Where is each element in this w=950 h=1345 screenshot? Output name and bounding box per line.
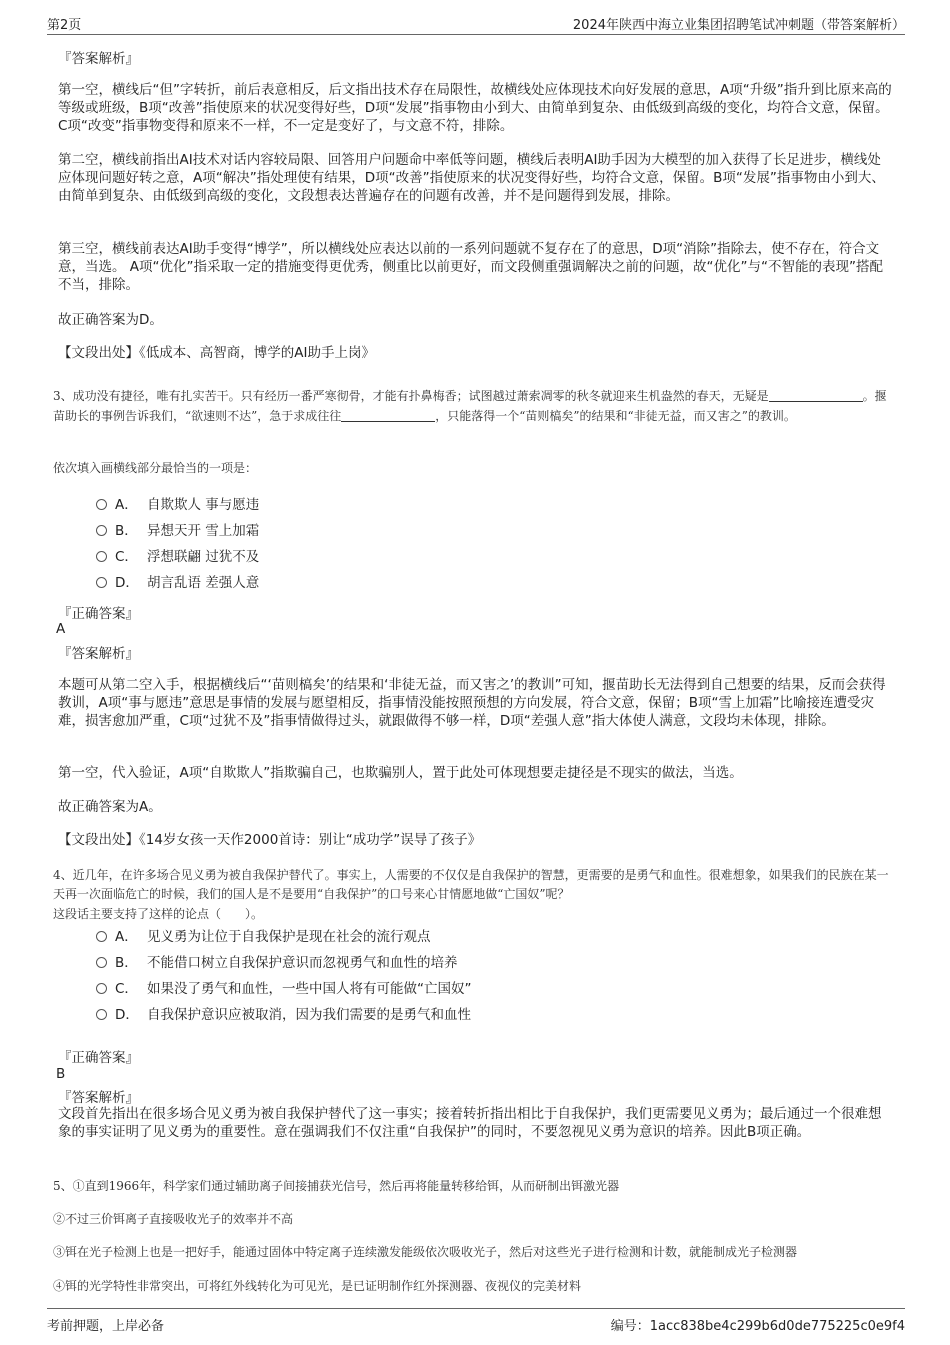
footer-slogan: 考前押题，上岸必备 (47, 1319, 165, 1334)
document-title: 2024年陕西中海立业集团招聘笔试冲刺题（带答案解析） (572, 18, 905, 33)
correct-answer-label: 『正确答案』 (58, 606, 139, 622)
blank-2 (341, 409, 435, 422)
radio-icon[interactable] (96, 983, 107, 994)
question-4-option-c[interactable]: C． 如果没了勇气和血性，一些中国人将有可能做“亡国奴” (96, 979, 472, 999)
radio-icon[interactable] (96, 551, 107, 562)
correct-answer-label: 『正确答案』 (58, 1050, 139, 1066)
question-3-source: 【文段出处】《14岁女孩一天作2000首诗：别让“成功学”误导了孩子》 (58, 832, 482, 848)
page-number: 第2页 (47, 18, 82, 33)
radio-icon[interactable] (96, 957, 107, 968)
analysis-paragraph-3: 第三空，横线前表达AI助手变得“博学”，所以横线处应表达以前的一系列问题就不复存在了的意思，D项“消除”指除去，使不存在，符合文意，当选。 A项“优化”指采取一定的措施变得更优秀，侧重比以前更好，而文段侧重强调解决之前的问题，故“优化”与“不智能的表现”搭配不当，排除。 (58, 241, 883, 293)
question-4-option-b[interactable]: B． 不能借口树立自我保护意识而忽视勇气和血性的培养 (96, 953, 458, 973)
question-3-option-b[interactable]: B． 异想天开 雪上加霜 (96, 521, 259, 541)
page-footer (47, 1308, 905, 1333)
radio-icon[interactable] (96, 931, 107, 942)
analysis-paragraph-1: 第一空，横线后“但”字转折，前后表意相反，后文指出技术存在局限性，故横线处应体现技术向好发展的意思，A项“升级”指升到比原来高的等级或班级，B项“改善”指使原来的状况变得好些，D项“发展”指事物由小到大、由简单到复杂、由低级到高级的变化，均符合文意，保留。C项“改变”指事物变得和原来不一样，不一定是变好了，与文意不符，排除。 (58, 82, 892, 134)
question-3-option-d[interactable]: D． 胡言乱语 差强人意 (96, 573, 259, 593)
correct-answer-value: A (56, 621, 66, 637)
analysis-paragraph-2: 第二空，横线前指出AI技术对话内容较局限、回答用户问题命中率低等问题，横线后表明AI助手因为大模型的加入获得了长足进步，横线处应体现问题好转之意，A项“解决”指处理使有结果，D项“改善”指使原来的状况变得好些，均符合文意，保留。B项“发展”指事物由小到大、由简单到复杂、由低级到高级的变化，文段想表达普遍存在的问题有改善，并不是问题得到发展，排除。 (58, 152, 885, 204)
correct-answer-statement: 故正确答案为D。 (58, 312, 163, 328)
correct-answer-value: B (56, 1066, 66, 1082)
radio-icon[interactable] (96, 499, 107, 510)
question-4-analysis: 文段首先指出在很多场合见义勇为被自我保护替代了这一事实；接着转折指出相比于自我保护，我们更需要见义勇为；最后通过一个很难想象的事实证明了见义勇为的重要性。意在强调我们不仅注重“自我保护”的同时，不要忽视见义勇为意识的培养。因此B项正确。 (58, 1106, 882, 1140)
question-5-sentence-1: 5、①直到1966年，科学家们通过辅助离子间接捕获光信号，然后再将能量转移给铒，从而研制出铒激光器 (53, 1179, 620, 1193)
question-4-stem: 4、近几年，在许多场合见义勇为被自我保护替代了。事实上，人需要的不仅仅是自我保护的智慧，更需要的是勇气和血性。很难想象，如果我们的民族在某一天再一次面临危亡的时候，我们的国人是不是要用“自我保护”的口号来心甘情愿地做“亡国奴”呢？ (53, 868, 889, 901)
analysis-label: 『答案解析』 (58, 1090, 139, 1106)
question-3-analysis-1: 本题可从第二空入手，根据横线后“‘苗则槁矣’的结果和‘非徒无益，而又害之’的教训”可知，揠苗助长无法得到自己想要的结果，反而会获得教训，A项“事与愿违”意思是事情的发展与愿望相反，指事情没能按照预想的方向发展，符合文意，保留；B项“雪上加霜”比喻接连遭受灾难，损害愈加严重，C项“过犹不及”指事情做得过头，就跟做得不够一样，D项“差强人意”指大体使人满意，文段均未体现，排除。 (58, 677, 886, 729)
question-5-sentence-4: ④铒的光学特性非常突出，可将红外线转化为可见光，是已证明制作红外探测器、夜视仪的完美材料 (53, 1279, 582, 1293)
question-3-option-a[interactable]: A． 自欺欺人 事与愿违 (96, 495, 259, 515)
radio-icon[interactable] (96, 1009, 107, 1020)
question-3-answer: 故正确答案为A。 (58, 799, 162, 815)
question-4-prompt: 这段话主要支持了这样的论点（ ）。 (53, 907, 264, 921)
question-5-sentence-2: ②不过三价铒离子直接吸收光子的效率并不高 (53, 1212, 294, 1226)
analysis-label: 『答案解析』 (58, 51, 139, 67)
source-citation: 【文段出处】《低成本、高智商，博学的AI助手上岗》 (58, 345, 375, 361)
page-header (47, 12, 905, 35)
question-5-sentence-3: ③铒在光子检测上也是一把好手，能通过固体中特定离子连续激发能级依次吸收光子，然后对这些光子进行检测和计数，就能制成光子检测器 (53, 1245, 798, 1259)
question-3-analysis-2: 第一空，代入验证，A项“自欺欺人”指欺骗自己，也欺骗别人，置于此处可体现想要走捷径是不现实的做法，当选。 (58, 765, 743, 781)
question-3-stem: 3、成功没有捷径，唯有扎实苦干。只有经历一番严寒彻骨，才能有扑鼻梅香；试图越过萧索凋零的秋冬就迎来生机盎然的春天，无疑是 。揠苗助长的事例告诉我们，“欲速则不达”，急于求成往往 ，只能落得一个“苗则槁矣”的结果和“非徒无益，而又害之”的教训。 (53, 389, 887, 423)
radio-icon[interactable] (96, 577, 107, 588)
question-3-option-c[interactable]: C． 浮想联翩 过犹不及 (96, 547, 259, 567)
blank-1 (769, 389, 863, 402)
radio-icon[interactable] (96, 525, 107, 536)
document-id: 编号：1acc838be4c299b6d0de775225c0e9f4 (610, 1319, 905, 1334)
analysis-label: 『答案解析』 (58, 646, 139, 662)
question-3-prompt: 依次填入画横线部分最恰当的一项是： (53, 461, 258, 475)
question-4-option-d[interactable]: D． 自我保护意识应被取消，因为我们需要的是勇气和血性 (96, 1005, 471, 1025)
question-4-option-a[interactable]: A． 见义勇为让位于自我保护是现在社会的流行观点 (96, 927, 431, 947)
